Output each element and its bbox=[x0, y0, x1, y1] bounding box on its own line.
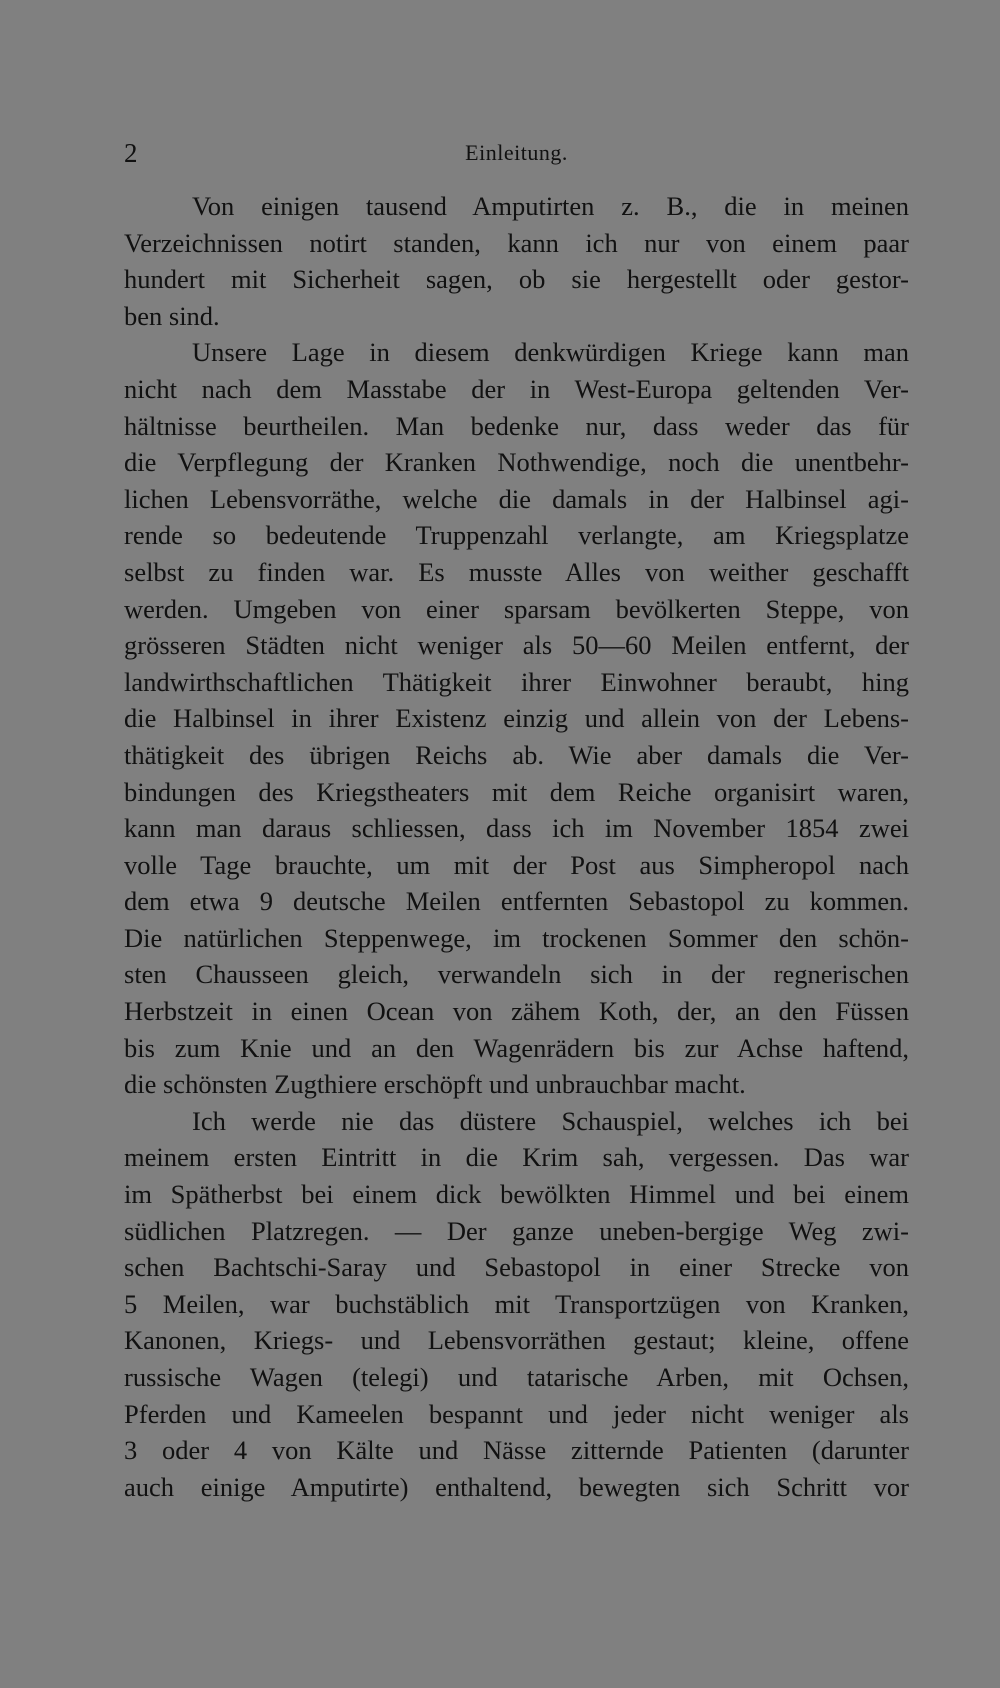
text-line: hundert mit Sicherheit sagen, ob sie hergestellt oder gestor- bbox=[124, 264, 909, 295]
text-line: die schönsten Zugthiere erschöpft und unbrauchbar macht. bbox=[124, 1069, 746, 1100]
text-line: südlichen Platzregen. — Der ganze uneben-bergige Weg zwi- bbox=[124, 1215, 909, 1246]
text-line: lichen Lebensvorräthe, welche die damals in der Halbinsel agi- bbox=[124, 483, 909, 514]
paragraph bbox=[124, 334, 909, 1102]
text-line: 3 oder 4 von Kälte und Nässe zitternde Patienten (darunter bbox=[124, 1435, 909, 1466]
text-line: Von einigen tausend Amputirten z. B., die in meinen bbox=[192, 191, 909, 221]
text-line: landwirthschaftlichen Thätigkeit ihrer Einwohner beraubt, hing bbox=[124, 666, 909, 697]
text-line: werden. Umgeben von einer sparsam bevölkerten Steppe, von bbox=[124, 593, 909, 624]
text-line: sten Chausseen gleich, verwandeln sich in der regnerischen bbox=[124, 959, 909, 990]
text-line: auch einige Amputirte) enthaltend, bewegten sich Schritt vor bbox=[124, 1471, 909, 1502]
body-text bbox=[124, 188, 909, 1505]
text-line: rende so bedeutende Truppenzahl verlangte, am Kriegsplatze bbox=[124, 520, 909, 551]
text-line: grösseren Städten nicht weniger als 50—60 Meilen entfernt, der bbox=[124, 630, 909, 661]
text-line: Ich werde nie das düstere Schauspiel, welches ich bei bbox=[192, 1105, 909, 1136]
text-line: schen Bachtschi-Saray und Sebastopol in einer Strecke von bbox=[124, 1252, 909, 1283]
text-line: volle Tage brauchte, um mit der Post aus Simpheropol nach bbox=[124, 849, 909, 880]
text-line: selbst zu finden war. Es musste Alles von weither geschafft bbox=[124, 556, 909, 587]
text-line: russische Wagen (telegi) und tatarische Arben, mit Ochsen, bbox=[124, 1362, 909, 1392]
text-line: Pferden und Kameelen bespannt und jeder nicht weniger als bbox=[124, 1398, 909, 1429]
text-line: im Spätherbst bei einem dick bewölkten Himmel und bei einem bbox=[124, 1179, 909, 1210]
text-line: hältnisse beurtheilen. Man bedenke nur, dass weder das für bbox=[124, 410, 909, 441]
text-line: die Halbinsel in ihrer Existenz einzig und allein von der Lebens- bbox=[124, 703, 909, 734]
text-line: Unsere Lage in diesem denkwürdigen Kriege kann man bbox=[192, 337, 909, 368]
text-line: nicht nach dem Masstabe der in West-Europa geltenden Ver- bbox=[124, 373, 909, 404]
paragraph bbox=[124, 1103, 909, 1506]
page-header bbox=[124, 136, 909, 172]
text-line: Verzeichnissen notirt standen, kann ich nur von einem paar bbox=[124, 227, 909, 258]
text-line: Kanonen, Kriegs- und Lebensvorräthen gestaut; kleine, offene bbox=[124, 1325, 909, 1356]
page-number: 2 bbox=[124, 138, 138, 168]
text-line: bindungen des Kriegstheaters mit dem Reiche organisirt waren, bbox=[124, 776, 909, 807]
text-line: thätigkeit des übrigen Reichs ab. Wie aber damals die Ver- bbox=[124, 739, 909, 770]
text-line: die Verpflegung der Kranken Nothwendige, noch die unentbehr- bbox=[124, 447, 909, 478]
text-line: bis zum Knie und an den Wagenrädern bis zur Achse haftend, bbox=[124, 1032, 909, 1063]
text-line: Herbstzeit in einen Ocean von zähem Koth, der, an den Füssen bbox=[124, 996, 909, 1027]
text-line: dem etwa 9 deutsche Meilen entfernten Sebastopol zu kommen. bbox=[124, 886, 909, 917]
running-title: Einleitung. bbox=[465, 140, 568, 165]
text-line: Die natürlichen Steppenwege, im trockenen Sommer den schön- bbox=[124, 922, 909, 953]
paragraph bbox=[124, 188, 909, 334]
text-line: kann man daraus schliessen, dass ich im November 1854 zwei bbox=[124, 813, 909, 844]
text-line: ben sind. bbox=[124, 300, 220, 331]
text-line: meinem ersten Eintritt in die Krim sah, vergessen. Das war bbox=[124, 1142, 909, 1173]
text-line: 5 Meilen, war buchstäblich mit Transportzügen von Kranken, bbox=[124, 1288, 909, 1319]
